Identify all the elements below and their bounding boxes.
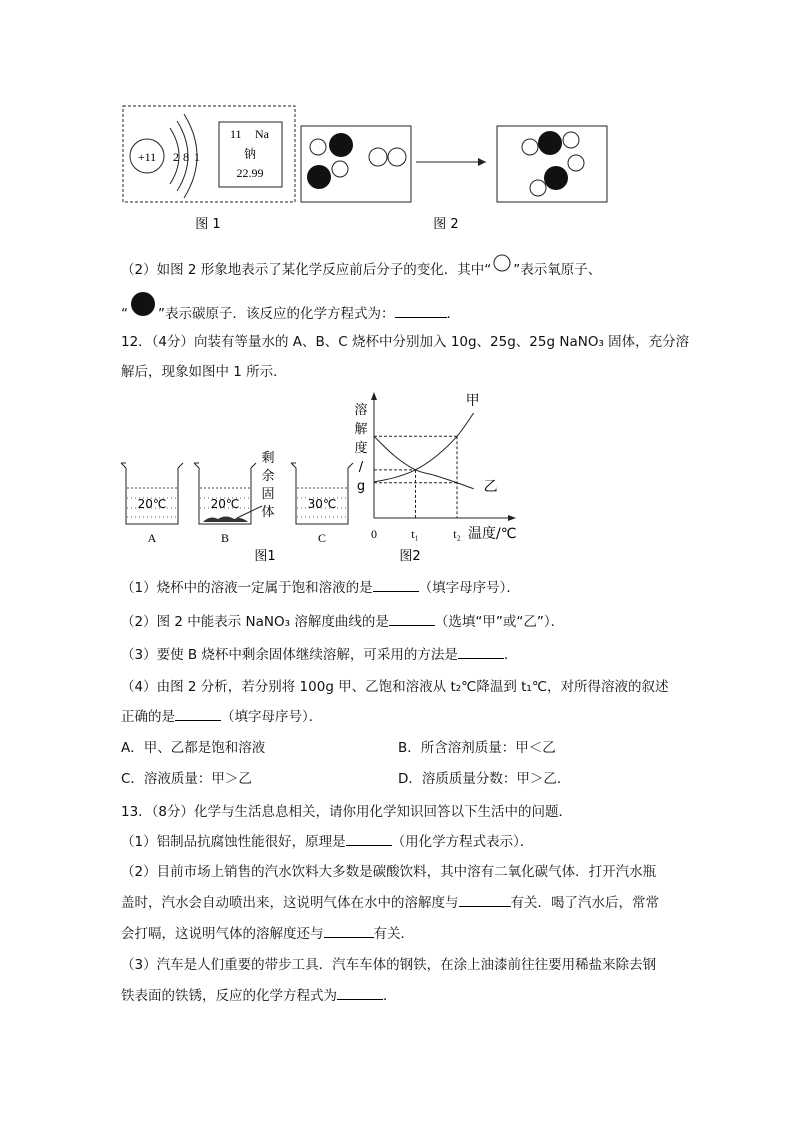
- element-number: 11: [230, 127, 242, 141]
- q13-3-line2: 铁表面的铁锈，反应的化学方程式为 ．: [121, 988, 397, 1004]
- q12-stem-line1: 12．（4分）向装有等量水的 A、B、C 烧杯中分别加入 10g、25g、25g NaNO₃ 固体，充分溶: [121, 334, 690, 350]
- beaker-a-label: A: [147, 531, 157, 545]
- q13-2-line1: （2）目前市场上销售的汽水饮料大多数是碳酸饮料，其中溶有二氧化碳气体．打开汽水瓶: [121, 864, 657, 880]
- q13-2-line3: 会打嗝，这说明气体的溶解度还与 有关．: [121, 926, 414, 942]
- residue-label-char: 体: [261, 505, 275, 520]
- q12-1: （1）烧杯中的溶液一定属于饱和溶液的是 （填字母序号）．: [121, 580, 520, 596]
- x-tick-label: t₁: [411, 527, 419, 541]
- q12-4-line1: （4）由图 2 分析，若分别将 100g 甲、乙饱和溶液从 t₂℃降温到 t₁℃，对所得溶液的叙述: [121, 679, 669, 695]
- fig2-caption: 图 2: [433, 217, 459, 232]
- beaker-b-temp: 20℃: [210, 497, 240, 511]
- y-axis-label-char: 解: [354, 422, 368, 437]
- q11-2-line1: （2）如图 2 形象地表示了某化学反应前后分子的变化．其中“ ”表示氧原子、: [121, 258, 601, 280]
- residue-label-char: 余: [261, 469, 275, 484]
- option-d: D．溶质质量分数：甲＞乙．: [398, 771, 571, 787]
- beaker-a-temp: 20℃: [137, 497, 167, 511]
- x-axis-arrowhead: [508, 515, 516, 521]
- q13-1: （1）铝制品抗腐蚀性能很好，原理是 （用化学方程式表示）．: [121, 834, 534, 850]
- answer-blank[interactable]: [324, 937, 374, 938]
- answer-blank[interactable]: [459, 906, 511, 907]
- x-axis-label: 温度/℃: [468, 526, 517, 542]
- series-label: 甲: [465, 393, 480, 410]
- answer-blank[interactable]: [337, 999, 383, 1000]
- chart-caption: 图2: [399, 549, 421, 564]
- series-line-jia: [374, 413, 474, 482]
- q13-stem: 13．（8分）化学与生活息息相关，请你用化学知识回答以下生活中的问题．: [121, 804, 573, 820]
- answer-blank[interactable]: [346, 845, 392, 846]
- shell-1-count: 2: [173, 150, 179, 164]
- q12-2: （2）图 2 中能表示 NaNO₃ 溶解度曲线的是 （选填“甲”或“乙”）．: [121, 614, 565, 630]
- residue-label-char: 剩: [261, 451, 275, 466]
- answer-blank[interactable]: [389, 625, 435, 626]
- x-tick-label: 0: [371, 527, 377, 541]
- element-mass: 22.99: [236, 166, 264, 180]
- shell-3-count: 1: [194, 150, 200, 164]
- series-label: 乙: [483, 478, 498, 495]
- q11-2-line2: “ ”表示碳原子．该反应的化学方程式为： ．: [121, 302, 460, 324]
- y-axis-label-char: g: [356, 479, 366, 494]
- beaker-b-label: B: [220, 531, 230, 545]
- q13-2-line2: 盖时，汽水会自动喷出来，这说明气体在水中的溶解度与 有关．喝了汽水后，常常: [121, 895, 659, 911]
- q12-stem-line2: 解后，现象如图中 1 所示．: [121, 364, 287, 380]
- option-c: C．溶液质量：甲＞乙: [121, 771, 252, 787]
- nucleus-charge: +11: [137, 150, 157, 164]
- answer-blank[interactable]: [373, 591, 419, 592]
- q13-3-line1: （3）汽车是人们重要的带步工具．汽车车体的钢铁，在涂上油漆前往往要用稀盐来除去钢: [121, 957, 657, 973]
- y-axis-label-char: 溶: [354, 403, 368, 418]
- q12-4-line2: 正确的是 （填字母序号）．: [121, 709, 323, 725]
- series-line-yi: [374, 436, 474, 488]
- beaker-c-temp: 30℃: [307, 497, 337, 511]
- shell-2-count: 8: [183, 150, 189, 164]
- element-symbol: Na: [255, 127, 269, 141]
- answer-blank[interactable]: [175, 720, 221, 721]
- beaker-c-label: C: [317, 531, 327, 545]
- q12-3: （3）要使 B 烧杯中剩余固体继续溶解，可采用的方法是 ．: [121, 647, 518, 663]
- x-tick-label: t₂: [453, 527, 461, 541]
- option-a: A．甲、乙都是饱和溶液: [121, 740, 266, 756]
- element-name: 钠: [243, 147, 257, 161]
- y-axis-label-char: /: [358, 460, 364, 475]
- y-axis-label-char: 度: [354, 441, 368, 456]
- option-b: B．所含溶剂质量：甲＜乙: [398, 740, 556, 756]
- y-axis-arrowhead: [371, 392, 377, 400]
- fig1-caption: 图 1: [195, 217, 221, 232]
- beaker-fig-caption: 图1: [254, 549, 276, 564]
- residue-label-char: 固: [261, 487, 275, 502]
- answer-blank[interactable]: [458, 658, 504, 659]
